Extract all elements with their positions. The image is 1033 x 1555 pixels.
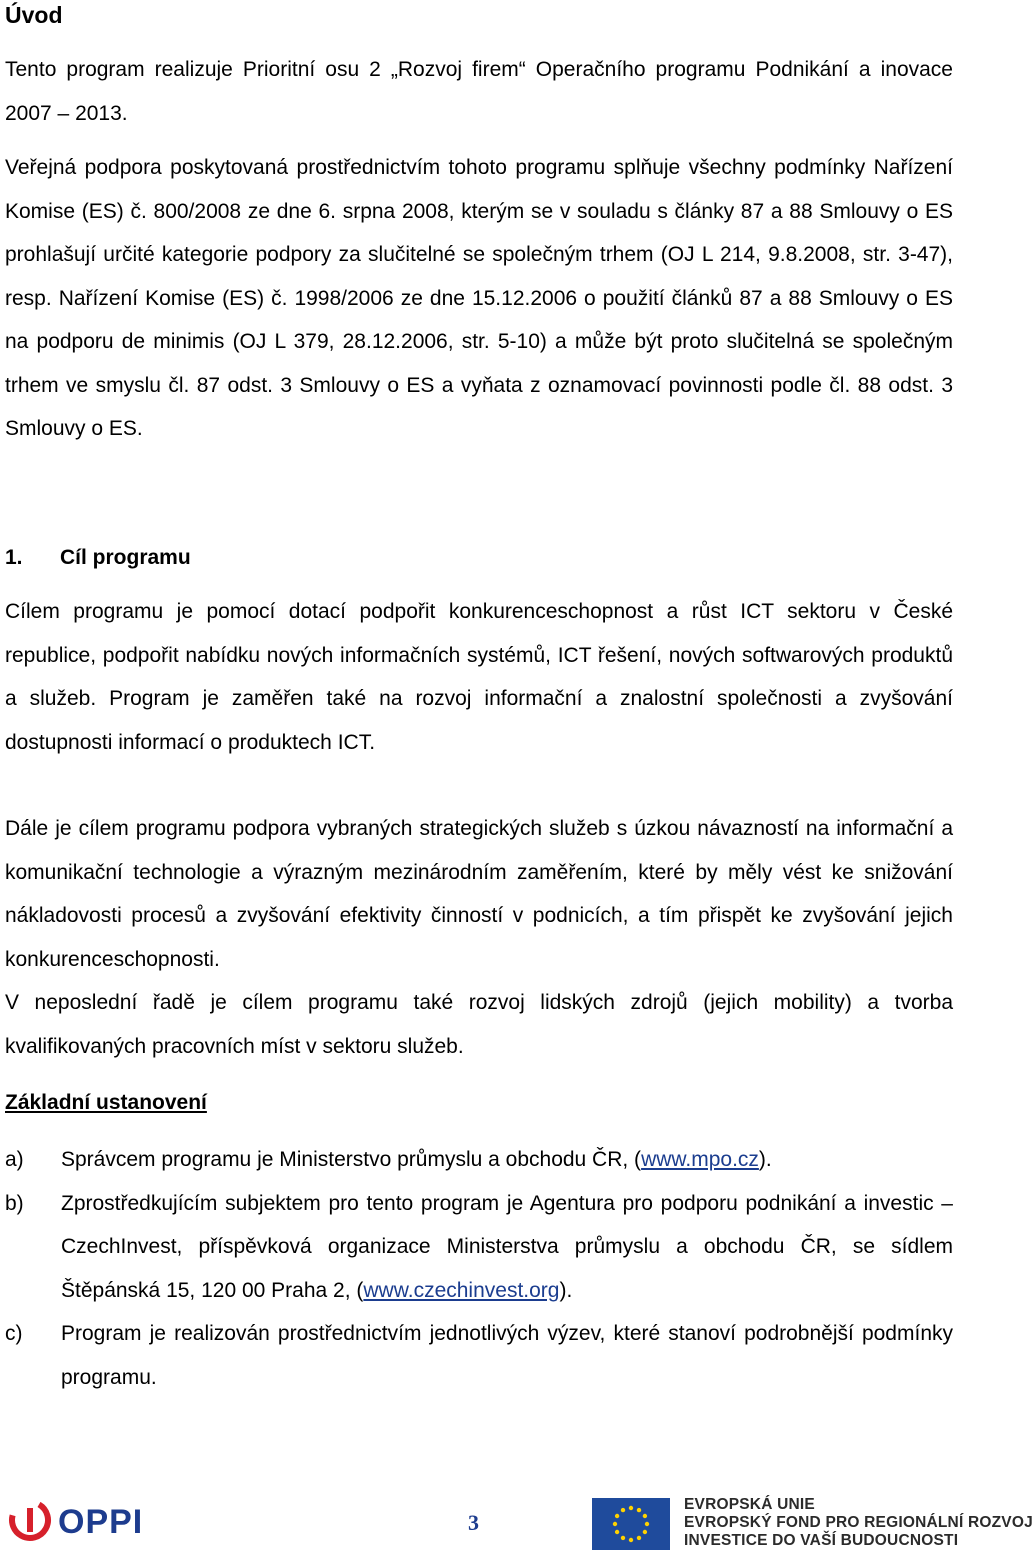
goal-paragraph-3: V neposlední řadě je cílem programu také rozvoj lidských zdrojů (jejich mobility) a tvorba kvalifikovaných pracovních míst v sektoru služeb. <box>5 991 953 1058</box>
eu-caption-line: EVROPSKÝ FOND PRO REGIONÁLNÍ ROZVOJ <box>684 1514 1033 1531</box>
basic-provisions-list <box>5 1138 953 1399</box>
section-title: Cíl programu <box>60 546 191 569</box>
list-item: a) Správcem programu je Ministerstvo průmyslu a obchodu ČR, (www.mpo.cz). <box>5 1138 953 1182</box>
czechinvest-link[interactable]: www.czechinvest.org <box>363 1278 560 1302</box>
oppi-logo-text: OPPI <box>58 1503 144 1541</box>
eu-caption-line: INVESTICE DO VAŠÍ BUDOUCNOSTI <box>684 1532 959 1549</box>
eu-caption-line: EVROPSKÁ UNIE <box>684 1496 815 1513</box>
list-item: b) Zprostředkujícím subjektem pro tento program je Agentura pro podporu podnikání a investic – CzechInvest, příspěvková organizace Ministerstva průmyslu a obchodu ČR, se sídlem Štěpánská 15, 120 00 Praha 2, (www.czechinvest.org). <box>5 1182 953 1313</box>
list-marker: a) <box>5 1148 24 1171</box>
eu-flag-icon <box>592 1498 670 1550</box>
intro-paragraph-1: Tento program realizuje Prioritní osu 2 „Rozvoj firem“ Operačního programu Podnikání a inovace 2007 – 2013. <box>5 58 953 125</box>
list-item: c) Program je realizován prostřednictvím jednotlivých výzev, které stanoví podrobnější podmínky programu. <box>5 1312 953 1399</box>
page-title: Úvod <box>5 2 63 28</box>
oppi-logo <box>8 1498 178 1542</box>
page-number: 3 <box>468 1510 479 1535</box>
eu-caption <box>684 1496 1033 1550</box>
oppi-symbol-icon <box>8 1498 52 1542</box>
section-heading-goal <box>5 543 191 573</box>
list-marker: b) <box>5 1191 24 1215</box>
intro-paragraph-2: Veřejná podpora poskytovaná prostřednictvím tohoto programu splňuje všechny podmínky Nařízení Komise (ES) č. 800/2008 ze dne 6. srpna 2008, kterým se v souladu s články 87 a 88 Smlouvy o ES prohlašují určité kategorie podpory za slučitelné se společným trhem (OJ L 214, 9.8.2008, str. 3-47), resp. Nařízení Komise (ES) č. 1998/2006 ze dne 15.12.2006 o použití článků 87 a 88 Smlouvy o ES na podporu de minimis (OJ L 379, 28.12.2006, str. 5-10) a může být proto slučitelná se společným trhem ve smyslu čl. 87 odst. 3 Smlouvy o ES a vyňata z oznamovací povinnosti podle čl. 88 odst. 3 Smlouvy o ES. <box>5 156 953 440</box>
page-footer <box>0 1490 1033 1555</box>
goal-paragraph-1: Cílem programu je pomocí dotací podpořit konkurenceschopnost a růst ICT sektoru v České republice, podpořit nabídku nových informačních systémů, ICT řešení, nových softwarových produktů a služeb. Program je zaměřen také na rozvoj informační a znalostní společnosti a zvyšování dostupnosti informací o produktech ICT. <box>5 600 953 754</box>
mpo-link[interactable]: www.mpo.cz <box>641 1148 759 1171</box>
basic-provisions-heading: Základní ustanovení <box>5 1091 207 1114</box>
list-marker: c) <box>5 1322 23 1345</box>
section-number: 1. <box>5 546 23 569</box>
goal-paragraph-2: Dále je cílem programu podpora vybraných strategických služeb s úzkou návazností na informační a komunikační technologie a výrazným mezinárodním zaměřením, které by měly vést ke snižování nákladovosti procesů a zvyšování efektivity činností v podnicích, a tím přispět ke zvyšování jejich konkurenceschopnosti. <box>5 817 953 971</box>
